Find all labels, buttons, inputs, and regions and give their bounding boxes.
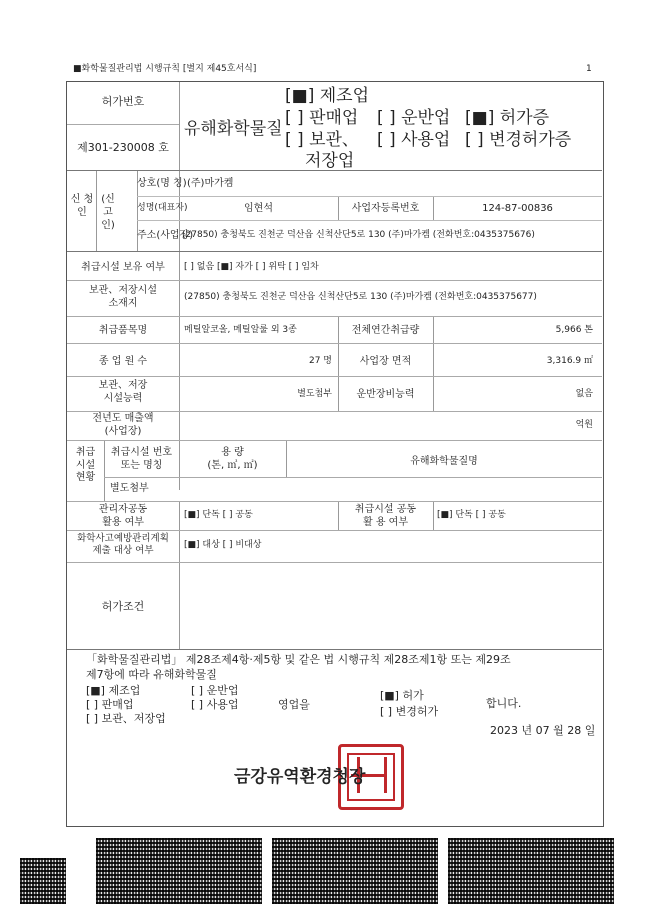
statement-line2: 제7항에 따라 유해화학물질 — [86, 668, 217, 681]
doc-kind: 유해화학물질 — [184, 119, 283, 139]
rep-name-label: 성명(대표자) — [137, 203, 188, 213]
facility-status-col2: 용 량 (톤, ㎥, ㎡) — [207, 447, 258, 471]
stmt-permit: [■] 허가 — [380, 689, 424, 702]
annual-amount-label: 전체연간취급량 — [351, 325, 420, 336]
prior-sales-label: 전년도 매출액 (사업장) — [92, 413, 154, 437]
regulation-header: ■화학물질관리법 시행규칙 [별지 제45호서식] — [73, 64, 257, 74]
stmt-use: [ ] 사용업 — [191, 698, 239, 711]
bizno-label: 사업자등록번호 — [351, 203, 420, 214]
address-label: 주소(사업장) — [137, 230, 194, 241]
option-manufacture: [■] 제조업 — [285, 86, 369, 106]
facility-shared-label: 취급시설 공동 활 용 여부 — [354, 504, 417, 528]
items-value: 메틸알코올, 메틸알룰 외 3종 — [184, 325, 297, 335]
option-storage-cont: 저장업 — [305, 151, 355, 171]
stmt-transport: [ ] 운반업 — [191, 684, 239, 697]
transport-capacity-value: 없음 — [575, 389, 593, 399]
license-number-label: 허가번호 — [101, 95, 145, 108]
facility-status-label: 취급 시설 현황 — [75, 447, 96, 483]
option-transport: [ ] 운반업 — [377, 108, 451, 128]
stmt-business-suffix: 영업을 — [278, 698, 310, 711]
option-permit: [■] 허가증 — [465, 108, 549, 128]
issuer: 금강유역환경청장 — [234, 767, 366, 787]
company-label: 상호(명 칭) — [137, 178, 187, 189]
site-area-value: 3,316.9 ㎡ — [546, 356, 593, 366]
page-number: 1 — [586, 64, 592, 74]
stmt-storage: [ ] 보관、저장업 — [86, 712, 166, 725]
facility-own-value: [ ] 없음 [■] 자가 [ ] 위탁 [ ] 임차 — [184, 262, 319, 272]
statement-line1: 「화학물질관리법」 제28조제4항·제5항 및 같은 법 시행규칙 제28조제1항 또는 제29조 — [86, 653, 511, 666]
items-label: 취급품목명 — [98, 325, 148, 336]
transport-capacity-label: 운반장비능력 — [356, 389, 415, 400]
storage-capacity-label: 보관、저장 시설능력 — [98, 380, 148, 404]
stmt-manufacture: [■] 제조업 — [86, 684, 141, 697]
prevention-plan-value: [■] 대상 [ ] 비대상 — [184, 540, 262, 550]
stmt-change-permit: [ ] 변경허가 — [380, 705, 439, 718]
prior-sales-value: 억원 — [575, 420, 593, 430]
facility-shared-value: [■] 단독 [ ] 공동 — [437, 510, 506, 520]
applicant-label: 신 청 인 — [70, 194, 94, 218]
stmt-sales: [ ] 판매업 — [86, 698, 134, 711]
barcode-3 — [448, 838, 614, 904]
storage-capacity-value: 별도첨부 — [297, 389, 332, 399]
employees-value: 27 명 — [308, 356, 332, 366]
conditions-label: 허가조건 — [101, 600, 145, 613]
barcode-1 — [96, 838, 262, 904]
storage-location-value: (27850) 충청북도 진천군 덕산읍 신척산단5로 130 (주)마가켐 (전화번호:0435375677) — [184, 292, 537, 302]
address-value: (27850) 충청북도 진천군 덕산읍 신척산단5로 130 (주)마가켐 (전화번호:0435375676) — [182, 230, 535, 240]
option-storage: [ ] 보관、 — [285, 130, 359, 150]
company-value: (주)마가켐 — [187, 178, 234, 189]
facility-own-label: 취급시설 보유 여부 — [81, 262, 165, 273]
prevention-plan-label: 화학사고예방관리계획 제출 대상 여부 — [77, 533, 169, 556]
site-area-label: 사업장 면적 — [359, 356, 412, 367]
barcode-2 — [272, 838, 438, 904]
option-sales: [ ] 판매업 — [285, 108, 359, 128]
stmt-verb: 합니다. — [486, 697, 522, 710]
option-change: [ ] 변경허가증 — [465, 130, 572, 150]
bizno-value: 124-87-00836 — [482, 203, 553, 214]
storage-location-label: 보관、저장시설 소재지 — [89, 285, 157, 309]
rep-name-value: 임현석 — [244, 203, 273, 214]
facility-status-attach: 별도첨부 — [110, 483, 149, 494]
applicant-label-alt: (신 고 인) — [101, 194, 115, 231]
license-number: 제301-230008 호 — [77, 141, 169, 154]
facility-status-col3: 유해화학물질명 — [410, 456, 478, 467]
issue-date: 2023 년 07 월 28 일 — [490, 724, 596, 737]
facility-status-col1: 취급시설 번호 또는 명칭 — [110, 447, 173, 471]
manager-shared-value: [■] 단독 [ ] 공동 — [184, 510, 253, 520]
employees-label: 종 업 원 수 — [98, 356, 148, 367]
qr-code — [20, 858, 66, 904]
option-use: [ ] 사용업 — [377, 130, 451, 150]
manager-shared-label: 관리자공동 활용 여부 — [98, 504, 148, 528]
annual-amount-value: 5,966 톤 — [555, 325, 593, 335]
